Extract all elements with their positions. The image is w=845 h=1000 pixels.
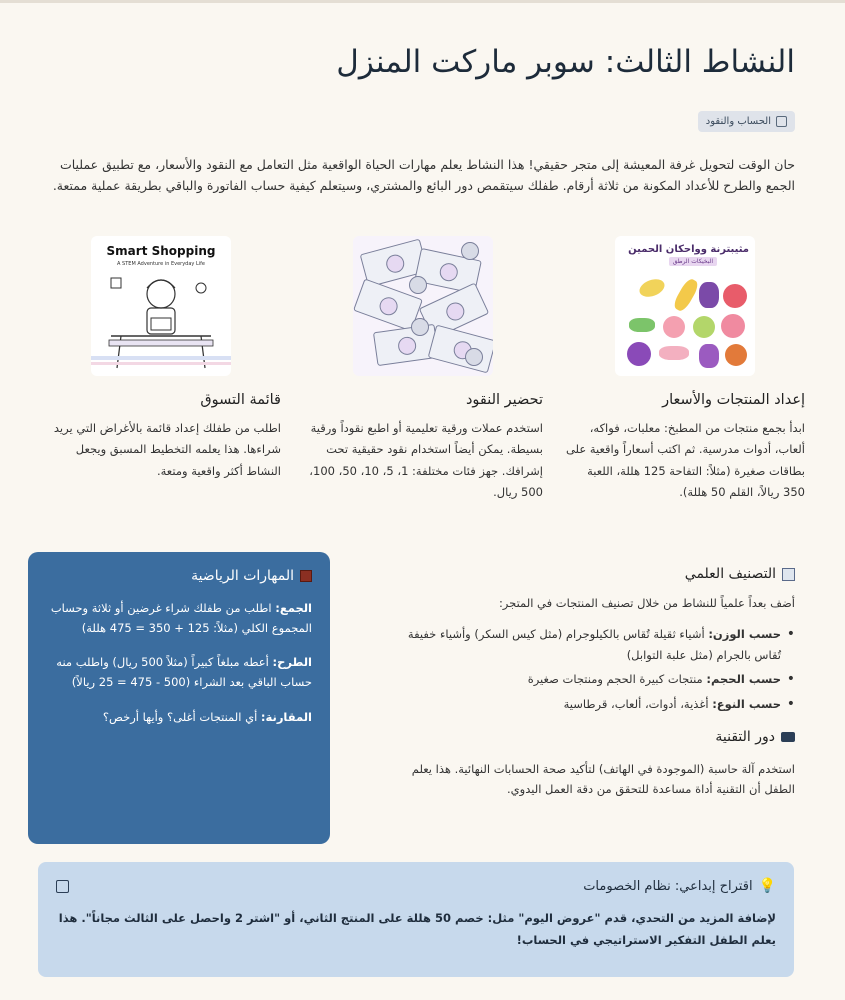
activity-cards: [35, 236, 805, 503]
products-image: [615, 236, 755, 376]
skill-item: الجمع: اطلب من طفلك شراء غرضين أو ثلاثة وحساب المجموع الكلي (مثلاً: 125 + 350 = 475 هللة): [50, 601, 312, 636]
tech-heading: [380, 729, 795, 745]
products-image-subtitle: البخيكات الرطق: [669, 257, 717, 266]
card-title: قائمة التسوق: [200, 392, 281, 408]
note-icon: [56, 880, 69, 893]
classification-title: التصنيف العلمي: [684, 566, 776, 582]
money-image: [353, 236, 493, 376]
products-image-title: مثيبترنة وواحكان الحمين: [628, 244, 749, 255]
intro-paragraph: حان الوقت لتحويل غرفة المعيشة إلى متجر حقيقي! هذا النشاط يعلم مهارات الحياة الواقعية مثل التعامل مع النقود والأسعار، مع تطبيق عمليات الجمع والطرح للأعداد المكونة من ثلاثة أرقام. طفلك سيتقمص دور البائع والمشتري، وسيتعلم كيفية حساب الفاتورة والباقي بطريقة عملية ممتعة.: [52, 157, 795, 193]
tech-text: استخدم آلة حاسبة (الموجودة في الهاتف) لتأكيد صحة الحسابات النهائية. هذا يعلم الطفل أن التقنية أداة مساعدة للتحقق من دقة العمل اليدوي.: [411, 761, 795, 797]
bank-icon: [776, 116, 787, 127]
list-item: • حسب الوزن: أشياء ثقيلة تُقاس بالكيلوجرام (مثل كيس السكر) وأشياء خفيفة تُقاس بالجرام (مثل علبة التوابل): [380, 624, 781, 665]
page-title: النشاط الثالث: سوبر ماركت المنزل: [336, 44, 795, 80]
suggestion-text: لإضافة المزيد من التحدي، قدم "عروض اليوم" مثل: خصم 50 هللة على المنتج الثاني، أو "اشتر 2 واحصل على الثالث مجاناً". هذا يعلم الطفل التفكير الاستراتيجي في الحساب!: [58, 911, 776, 947]
card-title: إعداد المنتجات والأسعار: [662, 392, 805, 408]
creative-suggestion-box: [38, 862, 794, 977]
card-money: [303, 236, 543, 503]
skill-item: الطرح: أعطه مبلغاً كبيراً (مثلاً 500 ريال) واطلب منه حساب الباقي بعد الشراء (500 - 475 = 25 ريالاً): [56, 655, 312, 690]
tech-title: دور التقنية: [715, 728, 775, 745]
classification-section: [380, 566, 795, 800]
card-text: اطلب من طفلك إعداد قائمة بالأغراض التي يريد شراءها. هذا يعلمه التخطيط المسبق ويجعل النشاط أكثر واقعية ومتعة.: [53, 421, 281, 478]
classification-heading: [380, 566, 795, 582]
card-title: تحضير النقود: [465, 392, 543, 408]
list-item: • حسب النوع: أغذية، أدوات، ألعاب، قرطاسية: [380, 694, 781, 715]
shopping-image-subtitle: A STEM Adventure in Everyday Life: [117, 261, 205, 267]
shopping-image: [91, 236, 231, 376]
suggestion-heading: [56, 878, 776, 894]
card-text: استخدم عملات ورقية تعليمية أو اطبع نقوداً ورقية بسيطة. يمكن أيضاً استخدام نقود حقيقية تحت إشرافك. جهز فئات مختلفة: 1، 5، 10، 50، 100، 500 ريال.: [309, 421, 543, 499]
card-shopping-list: [41, 236, 281, 503]
card-products: [565, 236, 805, 503]
suggestion-title: اقتراح إبداعي: نظام الخصومات: [583, 878, 753, 894]
topic-tag-label: الحساب والنقود: [705, 116, 771, 127]
bar-chart-icon: [782, 568, 795, 581]
classification-list: [380, 624, 795, 715]
abacus-icon: [300, 570, 312, 582]
skill-item: المقارنة: أي المنتجات أغلى؟ وأيها أرخص؟: [102, 709, 312, 724]
topic-tag: [698, 111, 795, 132]
classification-lead: أضف بعداً علمياً للنشاط من خلال تصنيف المنتجات في المتجر:: [498, 596, 795, 610]
child-shopping-illustration: [91, 236, 231, 376]
card-text: ابدأ بجمع منتجات من المطبخ: معلبات، فواكه، ألعاب، أدوات مدرسية. ثم اكتب أسعاراً واقعية على بطاقات صغيرة (مثلاً: التفاحة 125 هللة، اللعبة 350 ريالاً، القلم 50 هللة).: [565, 421, 805, 499]
lightbulb-icon: 💡: [758, 878, 776, 894]
laptop-icon: [781, 732, 795, 742]
list-item: • حسب الحجم: منتجات كبيرة الحجم ومنتجات صغيرة: [380, 669, 781, 690]
math-skills-box: [28, 552, 330, 844]
shopping-image-title: Smart Shopping: [106, 244, 216, 258]
skills-title: المهارات الرياضية: [191, 568, 294, 584]
skills-heading: [42, 568, 312, 584]
